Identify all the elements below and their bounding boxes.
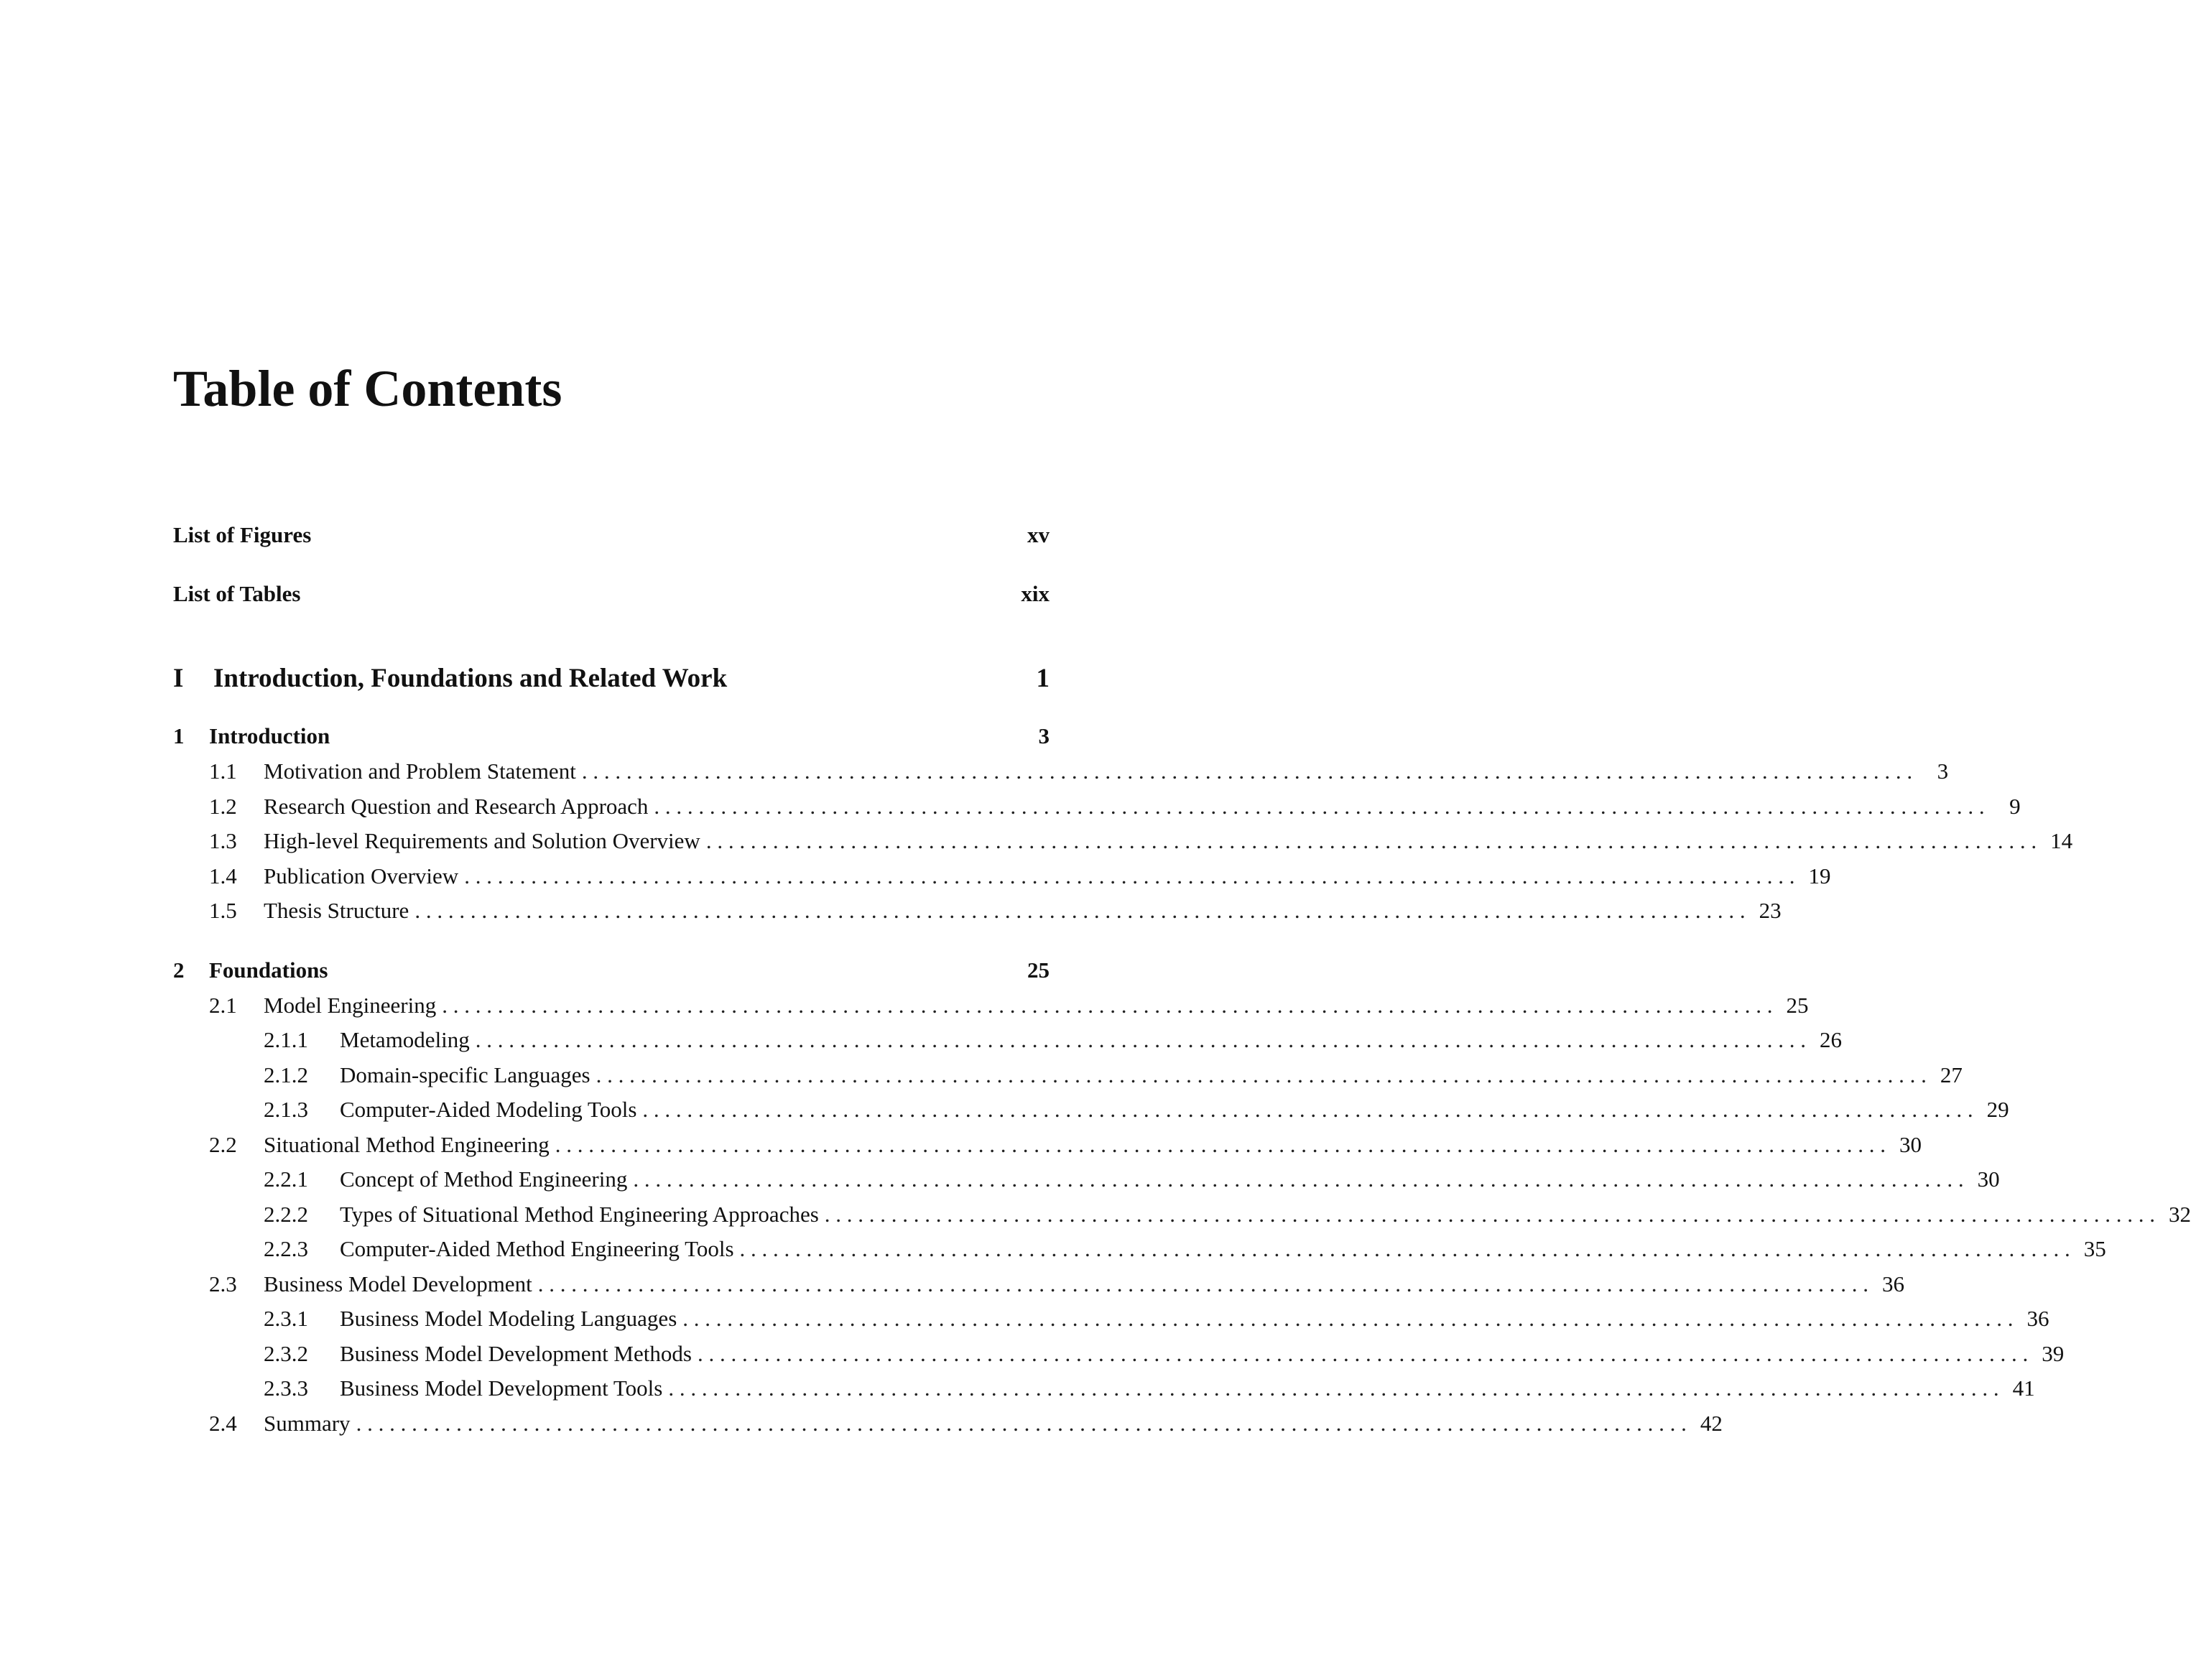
dot-leader: . . . . . . . . . . . . . . . . . . . . . . . . . . . . . . . . . . . . . . . . . . . . . . . . . . . . . . . . . . . . . . . . . . . . . . . . . . . . . . . . . . . . . . . . . . . . . . . . . . . . . . . . . . . . . . . . . . . . . . . . xyxy=(414,898,1746,923)
toc-part-page: 1 xyxy=(1036,664,1050,693)
dot-leader: . . . . . . . . . . . . . . . . . . . . . . . . . . . . . . . . . . . . . . . . . . . . . . . . . . . . . . . . . . . . . . . . . . . . . . . . . . . . . . . . . . . . . . . . . . . . . . . . . . . . . . . . . . . . . . . . . . . . . . . . xyxy=(668,1375,1999,1401)
toc-section-number: 1.5 xyxy=(209,898,237,923)
toc-subsection-page: 36 xyxy=(2026,1306,2049,1331)
toc-subsection-entry[interactable] xyxy=(173,1375,2035,1411)
toc-section-entry[interactable] xyxy=(173,1271,1904,1307)
toc-subsection-page: 32 xyxy=(2169,1201,2191,1227)
toc-section-title: Situational Method Engineering xyxy=(264,1131,550,1157)
toc-subsection-page: 35 xyxy=(2083,1236,2106,1261)
toc-entry-page: xix xyxy=(1021,581,1050,606)
toc-subsection-page: 30 xyxy=(1977,1166,2000,1192)
toc-subsection-title: Computer-Aided Method Engineering Tools xyxy=(340,1236,734,1261)
toc-section-title: Summary xyxy=(264,1410,351,1436)
dot-leader: . . . . . . . . . . . . . . . . . . . . . . . . . . . . . . . . . . . . . . . . . . . . . . . . . . . . . . . . . . . . . . . . . . . . . . . . . . . . . . . . . . . . . . . . . . . . . . . . . . . . . . . . . . . . . . . . . . . . . . . . xyxy=(697,1340,2029,1366)
toc-subsection-page: 26 xyxy=(1820,1027,1843,1052)
toc-section-title: Thesis Structure xyxy=(264,898,409,923)
toc-section-page: 19 xyxy=(1808,863,1831,888)
dot-leader: . . . . . . . . . . . . . . . . . . . . . . . . . . . . . . . . . . . . . . . . . . . . . . . . . . . . . . . . . . . . . . . . . . . . . . . . . . . . . . . . . . . . . . . . . . . . . . . . . . . . . . . . . . . . . . . . . . . . . . . . xyxy=(555,1131,1886,1157)
toc-subsection-number: 2.3.3 xyxy=(264,1375,308,1401)
toc-section-entry[interactable] xyxy=(173,992,1809,1028)
dot-leader: . . . . . . . . . . . . . . . . . . . . . . . . . . . . . . . . . . . . . . . . . . . . . . . . . . . . . . . . . . . . . . . . . . . . . . . . . . . . . . . . . . . . . . . . . . . . . . . . . . . . . . . . . . . . . . . . . . . . . . . . xyxy=(475,1027,1807,1052)
toc-entry-title: List of Figures xyxy=(173,522,312,547)
toc-section-page: 3 xyxy=(1937,758,1949,784)
toc-part-heading[interactable] xyxy=(173,663,1050,723)
page-title: Table of Contents xyxy=(173,360,562,417)
toc-subsection-page: 41 xyxy=(2012,1375,2035,1401)
toc-chapter-heading[interactable] xyxy=(173,723,1050,758)
toc-subsection-title: Computer-Aided Modeling Tools xyxy=(340,1097,637,1122)
dot-leader: . . . . . . . . . . . . . . . . . . . . . . . . . . . . . . . . . . . . . . . . . . . . . . . . . . . . . . . . . . . . . . . . . . . . . . . . . . . . . . . . . . . . . . . . . . . . . . . . . . . . . . . . . . . . . . . . . . . . . . . . xyxy=(537,1271,1868,1296)
toc-subsection-entry[interactable] xyxy=(173,1062,1963,1097)
toc-chapter-number: 1 xyxy=(173,723,185,748)
toc-subsection-entry[interactable] xyxy=(173,1306,2049,1341)
dot-leader: . . . . . . . . . . . . . . . . . . . . . . . . . . . . . . . . . . . . . . . . . . . . . . . . . . . . . . . . . . . . . . . . . . . . . . . . . . . . . . . . . . . . . . . . . . . . . . . . . . . . . . . . . . . . . . . . . . . . . . . . xyxy=(442,992,1773,1018)
dot-leader: . . . . . . . . . . . . . . . . . . . . . . . . . . . . . . . . . . . . . . . . . . . . . . . . . . . . . . . . . . . . . . . . . . . . . . . . . . . . . . . . . . . . . . . . . . . . . . . . . . . . . . . . . . . . . . . . . . . . . . . . xyxy=(633,1166,1964,1192)
toc-subsection-title: Concept of Method Engineering xyxy=(340,1166,628,1192)
dot-leader: . . . . . . . . . . . . . . . . . . . . . . . . . . . . . . . . . . . . . . . . . . . . . . . . . . . . . . . . . . . . . . . . . . . . . . . . . . . . . . . . . . . . . . . . . . . . . . . . . . . . . . . . . . . . . . . . . . . . . . . . xyxy=(464,863,1795,888)
toc-section-page: 30 xyxy=(1899,1131,1922,1157)
toc-subsection-title: Business Model Modeling Languages xyxy=(340,1306,677,1331)
toc-subsection-entry[interactable] xyxy=(173,1340,2065,1376)
toc-chapter-title: Introduction xyxy=(209,723,330,748)
toc-subsection-title: Metamodeling xyxy=(340,1027,470,1052)
dot-leader: . . . . . . . . . . . . . . . . . . . . . . . . . . . . . . . . . . . . . . . . . . . . . . . . . . . . . . . . . . . . . . . . . . . . . . . . . . . . . . . . . . . . . . . . . . . . . . . . . . . . . . . . . . . . . . . . . . . . . . . . xyxy=(642,1097,1973,1122)
dot-leader: . . . . . . . . . . . . . . . . . . . . . . . . . . . . . . . . . . . . . . . . . . . . . . . . . . . . . . . . . . . . . . . . . . . . . . . . . . . . . . . . . . . . . . . . . . . . . . . . . . . . . . . . . . . . . . . . . . . . . . . . xyxy=(596,1062,1927,1087)
toc-subsection-entry[interactable] xyxy=(173,1027,1843,1062)
toc-subsection-entry[interactable] xyxy=(173,1097,2009,1132)
toc-section-page: 36 xyxy=(1881,1271,1904,1296)
toc-subsection-page: 39 xyxy=(2042,1340,2065,1366)
dot-leader: . . . . . . . . . . . . . . . . . . . . . . . . . . . . . . . . . . . . . . . . . . . . . . . . . . . . . . . . . . . . . . . . . . . . . . . . . . . . . . . . . . . . . . . . . . . . . . . . . . . . . . . . . . . . . . . . . . . . . . . . xyxy=(581,758,1913,784)
toc-section-number: 1.1 xyxy=(209,758,237,784)
toc-section-number: 2.1 xyxy=(209,992,237,1018)
toc-subsection-title: Domain-specific Languages xyxy=(340,1062,590,1087)
toc-subsection-number: 2.1.1 xyxy=(264,1027,308,1052)
toc-section-entry[interactable] xyxy=(173,1131,1922,1167)
toc-section-entry[interactable] xyxy=(173,1410,1723,1446)
toc-subsection-title: Business Model Development Tools xyxy=(340,1375,663,1401)
toc-section-page: 25 xyxy=(1786,992,1809,1018)
toc-entry-list-of-tables[interactable] xyxy=(173,581,1050,640)
toc-section-entry[interactable] xyxy=(173,758,1949,794)
toc-subsection-number: 2.1.2 xyxy=(264,1062,308,1087)
toc-section-number: 2.2 xyxy=(209,1131,237,1157)
toc-subsection-number: 2.3.1 xyxy=(264,1306,308,1331)
dot-leader: . . . . . . . . . . . . . . . . . . . . . . . . . . . . . . . . . . . . . . . . . . . . . . . . . . . . . . . . . . . . . . . . . . . . . . . . . . . . . . . . . . . . . . . . . . . . . . . . . . . . . . . . . . . . . . . . . . . . . . . . xyxy=(824,1201,2156,1227)
toc-subsection-number: 2.1.3 xyxy=(264,1097,308,1122)
toc-subsection-entry[interactable] xyxy=(173,1166,2000,1202)
toc-subsection-entry[interactable] xyxy=(173,1236,2106,1271)
toc-section-number: 1.4 xyxy=(209,863,237,888)
dot-leader: . . . . . . . . . . . . . . . . . . . . . . . . . . . . . . . . . . . . . . . . . . . . . . . . . . . . . . . . . . . . . . . . . . . . . . . . . . . . . . . . . . . . . . . . . . . . . . . . . . . . . . . . . . . . . . . . . . . . . . . . xyxy=(739,1236,2070,1261)
dot-leader: . . . . . . . . . . . . . . . . . . . . . . . . . . . . . . . . . . . . . . . . . . . . . . . . . . . . . . . . . . . . . . . . . . . . . . . . . . . . . . . . . . . . . . . . . . . . . . . . . . . . . . . . . . . . . . . . . . . . . . . . xyxy=(705,828,2037,853)
toc-section-page: 23 xyxy=(1759,898,1782,923)
toc-chapter-title: Foundations xyxy=(209,957,328,983)
toc-subsection-number: 2.2.2 xyxy=(264,1201,308,1227)
toc-section-title: Research Question and Research Approach xyxy=(264,793,649,819)
toc-section-entry[interactable] xyxy=(173,863,1831,899)
toc-subsection-number: 2.2.1 xyxy=(264,1166,308,1192)
toc-section-entry[interactable] xyxy=(173,828,2073,863)
toc-section-title: Publication Overview xyxy=(264,863,459,888)
toc-section-page: 42 xyxy=(1700,1410,1723,1436)
toc-subsection-number: 2.3.2 xyxy=(264,1340,308,1366)
toc-section-number: 1.3 xyxy=(209,828,237,853)
toc-section-number: 2.3 xyxy=(209,1271,237,1296)
toc-subsection-title: Business Model Development Methods xyxy=(340,1340,692,1366)
dot-leader: . . . . . . . . . . . . . . . . . . . . . . . . . . . . . . . . . . . . . . . . . . . . . . . . . . . . . . . . . . . . . . . . . . . . . . . . . . . . . . . . . . . . . . . . . . . . . . . . . . . . . . . . . . . . . . . . . . . . . . . . xyxy=(356,1410,1687,1436)
toc-section-title: Business Model Development xyxy=(264,1271,532,1296)
table-of-contents xyxy=(173,522,2191,1445)
toc-section-number: 1.2 xyxy=(209,793,237,819)
toc-section-number: 2.4 xyxy=(209,1410,237,1436)
toc-chapter-heading[interactable] xyxy=(173,957,1050,993)
toc-chapter-number: 2 xyxy=(173,957,185,983)
toc-section-title: Motivation and Problem Statement xyxy=(264,758,576,784)
toc-chapter-page: 25 xyxy=(1027,957,1050,983)
toc-entry-title: List of Tables xyxy=(173,581,301,606)
dot-leader: . . . . . . . . . . . . . . . . . . . . . . . . . . . . . . . . . . . . . . . . . . . . . . . . . . . . . . . . . . . . . . . . . . . . . . . . . . . . . . . . . . . . . . . . . . . . . . . . . . . . . . . . . . . . . . . . . . . . . . . . xyxy=(682,1306,2014,1331)
toc-section-entry[interactable] xyxy=(173,793,2021,829)
toc-subsection-number: 2.2.3 xyxy=(264,1236,308,1261)
toc-section-title: Model Engineering xyxy=(264,992,437,1018)
toc-section-page: 14 xyxy=(2050,828,2073,853)
toc-entry-list-of-figures[interactable] xyxy=(173,522,1050,581)
toc-subsection-page: 29 xyxy=(1986,1097,2009,1122)
toc-subsection-title: Types of Situational Method Engineering Approaches xyxy=(340,1201,819,1227)
toc-subsection-page: 27 xyxy=(1940,1062,1963,1087)
dot-leader: . . . . . . . . . . . . . . . . . . . . . . . . . . . . . . . . . . . . . . . . . . . . . . . . . . . . . . . . . . . . . . . . . . . . . . . . . . . . . . . . . . . . . . . . . . . . . . . . . . . . . . . . . . . . . . . . . . . . . . . . xyxy=(654,793,1985,819)
toc-section-title: High-level Requirements and Solution Overview xyxy=(264,828,700,853)
toc-section-page: 9 xyxy=(2009,793,2021,819)
toc-entry-page: xv xyxy=(1027,522,1050,547)
toc-part-title: Introduction, Foundations and Related Work xyxy=(213,664,728,693)
toc-chapter-page: 3 xyxy=(1038,723,1050,748)
toc-section-entry[interactable] xyxy=(173,898,1782,933)
toc-part-number: I xyxy=(173,664,184,693)
toc-subsection-entry[interactable] xyxy=(173,1201,2191,1237)
